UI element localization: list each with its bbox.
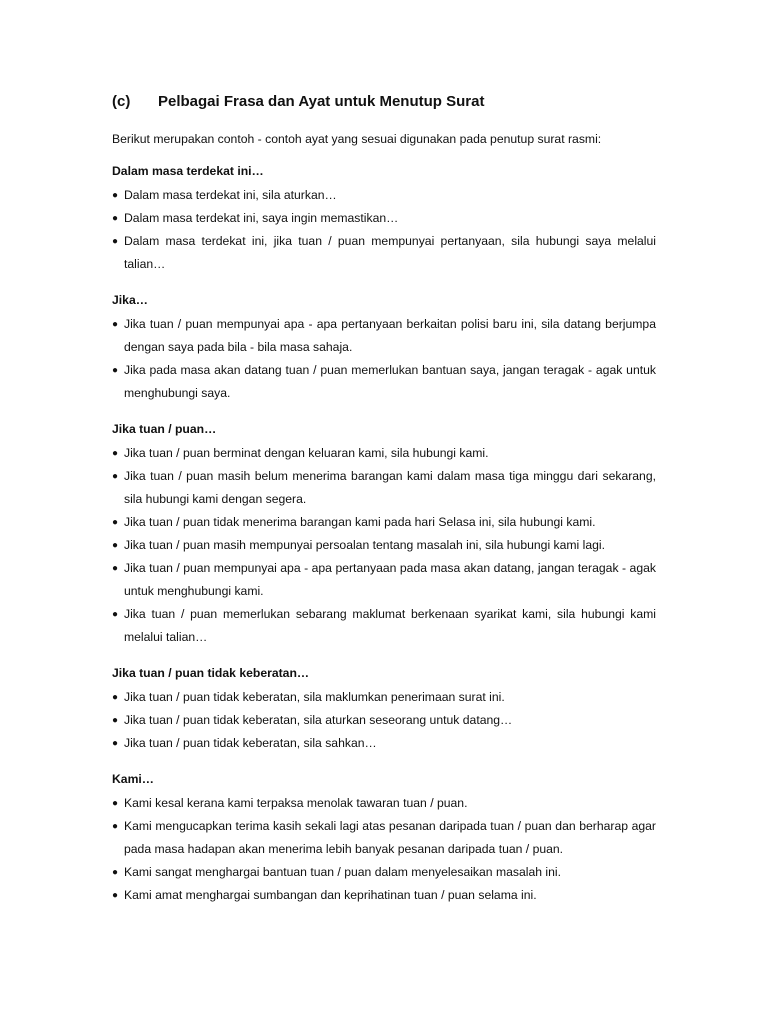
- list-item-text: Jika tuan / puan berminat dengan keluaran kami, sila hubungi kami.: [124, 446, 489, 460]
- list-item-text: Dalam masa terdekat ini, jika tuan / puan mempunyai pertanyaan, sila hubungi saya melalui talian…: [124, 234, 656, 271]
- section-heading: Jika…: [112, 293, 148, 307]
- bullet-icon: ●: [112, 190, 119, 201]
- list-item-text: Kami kesal kerana kami terpaksa menolak tawaran tuan / puan.: [124, 796, 468, 810]
- list-item-text: Dalam masa terdekat ini, sila aturkan…: [124, 188, 337, 202]
- section-heading: Kami…: [112, 772, 154, 786]
- list-item-text: Jika tuan / puan tidak menerima barangan kami pada hari Selasa ini, sila hubungi kami.: [124, 515, 596, 529]
- bullet-icon: ●: [112, 890, 119, 901]
- list-item-text: Jika pada masa akan datang tuan / puan memerlukan bantuan saya, jangan teragak - agak untuk menghubungi saya.: [124, 363, 656, 400]
- phrase-list: [112, 184, 656, 276]
- list-item-text: Kami amat menghargai sumbangan dan keprihatinan tuan / puan selama ini.: [124, 888, 537, 902]
- list-item-text: Jika tuan / puan masih belum menerima barangan kami dalam masa tiga minggu dari sekarang, sila hubungi kami dengan segera.: [124, 469, 656, 506]
- section-title: [112, 92, 656, 112]
- bullet-icon: ●: [112, 236, 119, 247]
- list-item: [112, 884, 656, 907]
- list-item: [112, 230, 656, 276]
- phrase-section: [112, 663, 656, 755]
- list-item: [112, 709, 656, 732]
- section-heading: Jika tuan / puan tidak keberatan…: [112, 666, 310, 680]
- list-item: [112, 442, 656, 465]
- bullet-icon: ●: [112, 692, 119, 703]
- list-item: [112, 686, 656, 709]
- phrase-section: [112, 290, 656, 405]
- list-item: [112, 861, 656, 884]
- list-item: [112, 557, 656, 603]
- list-item-text: Jika tuan / puan mempunyai apa - apa pertanyaan pada masa akan datang, jangan teragak - agak untuk menghubungi kami.: [124, 561, 656, 598]
- phrase-section: [112, 419, 656, 649]
- section-heading: Jika tuan / puan…: [112, 422, 217, 436]
- bullet-icon: ●: [112, 738, 119, 749]
- bullet-icon: ●: [112, 715, 119, 726]
- list-item-text: Jika tuan / puan tidak keberatan, sila aturkan seseorang untuk datang…: [124, 713, 513, 727]
- bullet-icon: ●: [112, 821, 119, 832]
- bullet-icon: ●: [112, 471, 119, 482]
- phrase-list: [112, 686, 656, 755]
- phrase-section: [112, 161, 656, 276]
- phrase-list: [112, 442, 656, 649]
- bullet-icon: ●: [112, 365, 119, 376]
- section-heading: Dalam masa terdekat ini…: [112, 164, 264, 178]
- list-item: [112, 815, 656, 861]
- list-item: [112, 313, 656, 359]
- list-item-text: Jika tuan / puan tidak keberatan, sila maklumkan penerimaan surat ini.: [124, 690, 505, 704]
- bullet-icon: ●: [112, 609, 119, 620]
- phrase-list: [112, 792, 656, 907]
- list-item: [112, 184, 656, 207]
- list-item: [112, 534, 656, 557]
- list-item-text: Dalam masa terdekat ini, saya ingin memastikan…: [124, 211, 399, 225]
- list-item-text: Jika tuan / puan tidak keberatan, sila sahkan…: [124, 736, 377, 750]
- bullet-icon: ●: [112, 213, 119, 224]
- document-page: [112, 92, 656, 921]
- bullet-icon: ●: [112, 540, 119, 551]
- bullet-icon: ●: [112, 448, 119, 459]
- bullet-icon: ●: [112, 798, 119, 809]
- bullet-icon: ●: [112, 867, 119, 878]
- intro-paragraph: Berikut merupakan contoh - contoh ayat yang sesuai digunakan pada penutup surat rasmi:: [112, 132, 602, 146]
- section-number: (c): [112, 93, 131, 110]
- list-item-text: Jika tuan / puan mempunyai apa - apa pertanyaan berkaitan polisi baru ini, sila datang berjumpa dengan saya pada bila - bila masa sahaja.: [124, 317, 656, 354]
- list-item: [112, 207, 656, 230]
- list-item: [112, 465, 656, 511]
- list-item-text: Kami sangat menghargai bantuan tuan / puan dalam menyelesaikan masalah ini.: [124, 865, 561, 879]
- list-item-text: Jika tuan / puan masih mempunyai persoalan tentang masalah ini, sila hubungi kami lagi.: [124, 538, 606, 552]
- phrase-section: [112, 769, 656, 907]
- bullet-icon: ●: [112, 517, 119, 528]
- list-item: [112, 732, 656, 755]
- list-item: [112, 359, 656, 405]
- phrase-list: [112, 313, 656, 405]
- bullet-icon: ●: [112, 319, 119, 330]
- list-item: [112, 792, 656, 815]
- bullet-icon: ●: [112, 563, 119, 574]
- list-item-text: Kami mengucapkan terima kasih sekali lagi atas pesanan daripada tuan / puan dan berharap agar pada masa hadapan akan menerima lebih banyak pesanan daripada tuan / puan.: [124, 819, 656, 856]
- phrase-sections: [112, 161, 656, 907]
- section-title-text: Pelbagai Frasa dan Ayat untuk Menutup Surat: [158, 93, 485, 110]
- list-item: [112, 603, 656, 649]
- list-item: [112, 511, 656, 534]
- list-item-text: Jika tuan / puan memerlukan sebarang maklumat berkenaan syarikat kami, sila hubungi kami melalui talian…: [124, 607, 656, 644]
